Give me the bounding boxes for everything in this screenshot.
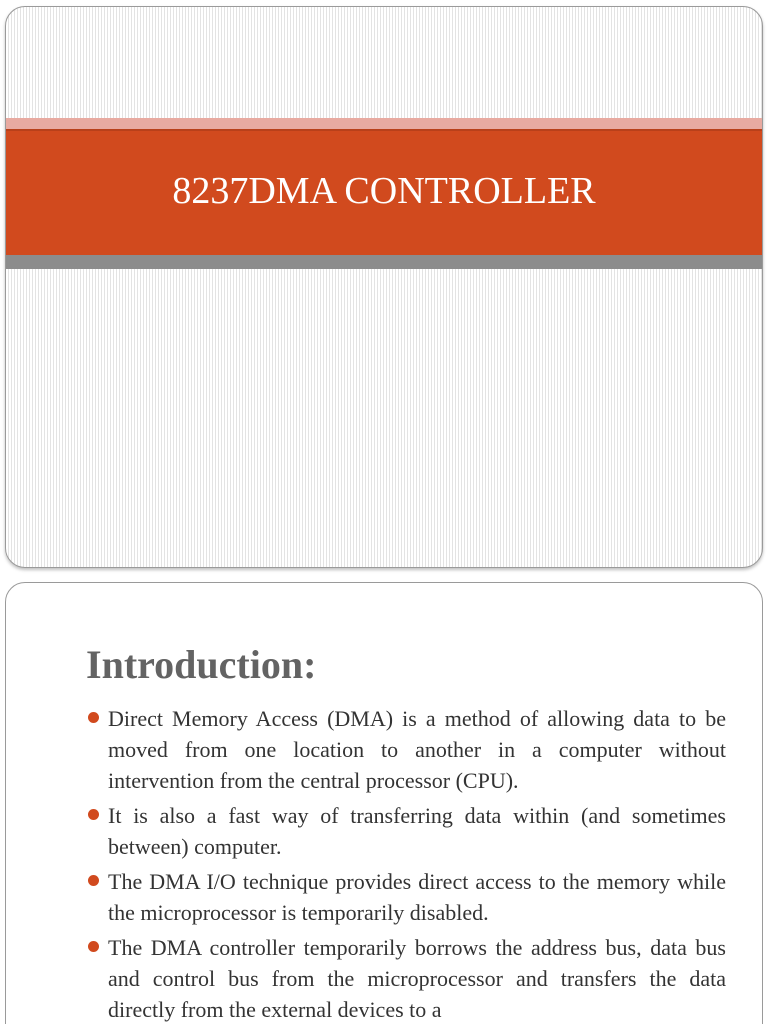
bullet-item [86, 703, 726, 796]
bullet-text: The DMA controller temporarily borrows the address bus, data bus and control bus from the microprocessor and transfers the data directly from the external devices to a [108, 935, 726, 1022]
bullet-dot-icon [88, 941, 99, 952]
bullet-text: Direct Memory Access (DMA) is a method of allowing data to be moved from one location to another in a computer without intervention from the central processor (CPU). [108, 706, 726, 793]
bullet-dot-icon [88, 875, 99, 886]
introduction-slide [5, 582, 763, 1024]
bullet-item [86, 866, 726, 928]
bullet-item [86, 932, 726, 1024]
slide-heading: Introduction: [86, 642, 317, 687]
title-slide [5, 6, 763, 568]
bullet-dot-icon [88, 712, 99, 723]
bullet-text: It is also a fast way of transferring data within (and sometimes between) computer. [108, 803, 726, 859]
accent-stripe-gray [6, 255, 762, 269]
bullet-list [86, 703, 726, 1024]
slide-title: 8237DMA CONTROLLER [172, 170, 596, 212]
bullet-dot-icon [88, 809, 99, 820]
accent-stripe-light [6, 118, 762, 129]
bullet-text: The DMA I/O technique provides direct access to the memory while the microprocessor is temporarily disabled. [108, 869, 726, 925]
bullet-item [86, 800, 726, 862]
